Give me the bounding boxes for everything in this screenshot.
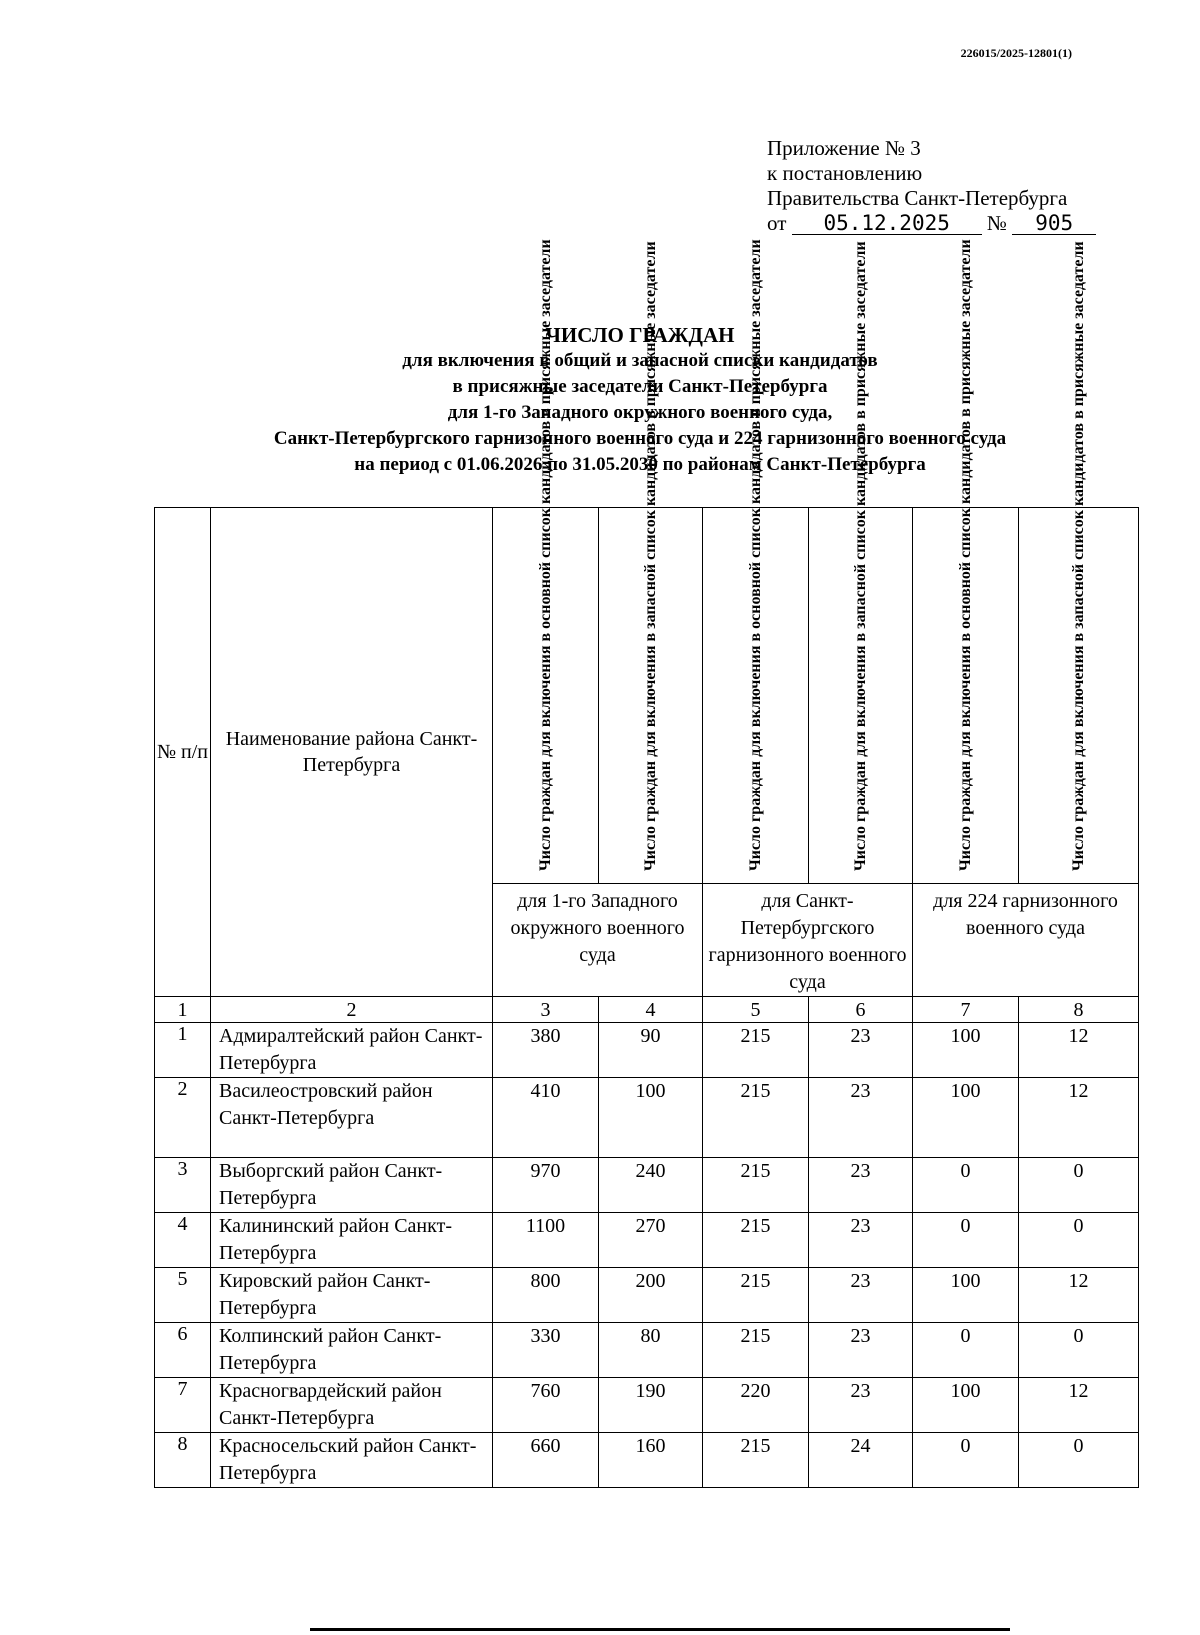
main-list-west-court: 800 bbox=[493, 1268, 599, 1323]
reserve-list-west-court: 80 bbox=[599, 1323, 703, 1378]
district-name: Выборгский район Санкт-Петербурга bbox=[211, 1158, 493, 1213]
title-line-5: на период с 01.06.2026 по 31.05.2030 по районам Санкт-Петербурга bbox=[354, 454, 926, 475]
table-row bbox=[155, 1433, 1139, 1488]
main-list-spb-garrison: 215 bbox=[703, 1268, 809, 1323]
header-col-3-text: Число граждан для включения в основной список кандидатов в присяжные заседатели bbox=[536, 238, 554, 871]
reserve-list-spb-garrison: 23 bbox=[809, 1323, 913, 1378]
table-row bbox=[155, 1378, 1139, 1433]
reserve-list-spb-garrison: 23 bbox=[809, 1023, 913, 1078]
appendix-title: Приложение № 3 bbox=[767, 136, 921, 160]
district-name: Красногвардейский район Санкт-Петербурга bbox=[211, 1378, 493, 1433]
reserve-list-west-court: 240 bbox=[599, 1158, 703, 1213]
from-label: от bbox=[767, 211, 787, 235]
main-list-224-garrison: 100 bbox=[913, 1378, 1019, 1433]
reserve-list-224-garrison: 0 bbox=[1019, 1323, 1139, 1378]
district-name: Кировский район Санкт-Петербурга bbox=[211, 1268, 493, 1323]
appendix-to-resolution: к постановлению bbox=[767, 161, 923, 185]
row-number: 3 bbox=[155, 1158, 211, 1213]
main-list-224-garrison: 0 bbox=[913, 1213, 1019, 1268]
title-line-3: для 1-го Западного окружного военного суда, bbox=[447, 402, 833, 423]
reserve-list-west-court: 270 bbox=[599, 1213, 703, 1268]
reserve-list-224-garrison: 0 bbox=[1019, 1158, 1139, 1213]
main-list-spb-garrison: 215 bbox=[703, 1078, 809, 1158]
table-row bbox=[155, 1323, 1139, 1378]
district-name: Адмиралтейский район Санкт-Петербурга bbox=[211, 1023, 493, 1078]
header-col-6 bbox=[809, 240, 913, 884]
reserve-list-224-garrison: 0 bbox=[1019, 1433, 1139, 1488]
reserve-list-west-court: 90 bbox=[599, 1023, 703, 1078]
header-col-4-text: Число граждан для включения в запасной список кандидатов в присяжные заседатели bbox=[641, 240, 659, 871]
row-number: 4 bbox=[155, 1213, 211, 1268]
main-list-west-court: 970 bbox=[493, 1158, 599, 1213]
group-224-garrison-court: для 224 гарнизонного военного суда bbox=[913, 884, 1139, 997]
header-col-4 bbox=[599, 240, 703, 884]
main-list-spb-garrison: 215 bbox=[703, 1323, 809, 1378]
header-col-7-text: Число граждан для включения в основной список кандидатов в присяжные заседатели bbox=[956, 238, 974, 871]
header-col-3 bbox=[493, 238, 599, 884]
reserve-list-west-court: 160 bbox=[599, 1433, 703, 1488]
main-list-west-court: 380 bbox=[493, 1023, 599, 1078]
appendix-date-number-line bbox=[767, 211, 1147, 236]
main-list-west-court: 660 bbox=[493, 1433, 599, 1488]
column-index: 6 bbox=[809, 997, 913, 1023]
header-col-8-text: Число граждан для включения в запасной список кандидатов в присяжные заседатели bbox=[1069, 240, 1087, 871]
main-list-224-garrison: 100 bbox=[913, 1023, 1019, 1078]
main-list-west-court: 760 bbox=[493, 1378, 599, 1433]
column-index: 7 bbox=[913, 997, 1019, 1023]
reserve-list-224-garrison: 12 bbox=[1019, 1378, 1139, 1433]
header-col-5 bbox=[703, 238, 809, 884]
reserve-list-spb-garrison: 23 bbox=[809, 1268, 913, 1323]
column-index: 5 bbox=[703, 997, 809, 1023]
row-number: 8 bbox=[155, 1433, 211, 1488]
main-list-spb-garrison: 220 bbox=[703, 1378, 809, 1433]
main-list-west-court: 330 bbox=[493, 1323, 599, 1378]
header-district-name: Наименование района Санкт-Петербурга bbox=[211, 508, 493, 997]
main-list-west-court: 410 bbox=[493, 1078, 599, 1158]
row-number: 6 bbox=[155, 1323, 211, 1378]
column-index: 3 bbox=[493, 997, 599, 1023]
reserve-list-spb-garrison: 24 bbox=[809, 1433, 913, 1488]
main-list-224-garrison: 0 bbox=[913, 1158, 1019, 1213]
resolution-number: 905 bbox=[1012, 212, 1096, 235]
district-name: Василеостровский район Санкт-Петербурга bbox=[211, 1078, 493, 1158]
header-col-7 bbox=[913, 238, 1019, 884]
column-index: 1 bbox=[155, 997, 211, 1023]
reserve-list-west-court: 200 bbox=[599, 1268, 703, 1323]
appendix-block bbox=[767, 136, 1147, 236]
document-registration-number: 226015/2025-12801(1) bbox=[960, 46, 1072, 60]
reserve-list-224-garrison: 12 bbox=[1019, 1078, 1139, 1158]
column-index: 2 bbox=[211, 997, 493, 1023]
table-row bbox=[155, 1078, 1139, 1158]
appendix-government: Правительства Санкт-Петербурга bbox=[767, 186, 1068, 210]
main-list-224-garrison: 100 bbox=[913, 1268, 1019, 1323]
reserve-list-224-garrison: 12 bbox=[1019, 1023, 1139, 1078]
header-col-8 bbox=[1019, 240, 1139, 884]
table-row bbox=[155, 1213, 1139, 1268]
main-list-spb-garrison: 215 bbox=[703, 1158, 809, 1213]
main-list-224-garrison: 100 bbox=[913, 1078, 1019, 1158]
header-col-5-text: Число граждан для включения в основной список кандидатов в присяжные заседатели bbox=[746, 238, 764, 871]
column-index: 4 bbox=[599, 997, 703, 1023]
reserve-list-spb-garrison: 23 bbox=[809, 1158, 913, 1213]
reserve-list-west-court: 100 bbox=[599, 1078, 703, 1158]
document-title bbox=[150, 322, 1130, 478]
title-line-4: Санкт-Петербургского гарнизонного военного суда и 224 гарнизонного военного суда bbox=[273, 428, 1007, 449]
main-list-west-court: 1100 bbox=[493, 1213, 599, 1268]
column-index: 8 bbox=[1019, 997, 1139, 1023]
reserve-list-224-garrison: 0 bbox=[1019, 1213, 1139, 1268]
reserve-list-spb-garrison: 23 bbox=[809, 1213, 913, 1268]
district-name: Калининский район Санкт-Петербурга bbox=[211, 1213, 493, 1268]
reserve-list-spb-garrison: 23 bbox=[809, 1078, 913, 1158]
number-label: № bbox=[986, 211, 1007, 235]
reserve-list-spb-garrison: 23 bbox=[809, 1378, 913, 1433]
title-main: ЧИСЛО ГРАЖДАН bbox=[545, 323, 735, 347]
group-spb-garrison-court: для Санкт-Петербургского гарнизонного военного суда bbox=[703, 884, 913, 997]
row-number: 5 bbox=[155, 1268, 211, 1323]
table-row bbox=[155, 1158, 1139, 1213]
main-list-224-garrison: 0 bbox=[913, 1323, 1019, 1378]
title-line-1: для включения в общий и запасной списки кандидатов bbox=[402, 350, 878, 371]
table-row bbox=[155, 1023, 1139, 1078]
bottom-divider bbox=[310, 1628, 1010, 1631]
group-west-district-court: для 1-го Западного окружного военного суда bbox=[493, 884, 703, 997]
reserve-list-224-garrison: 12 bbox=[1019, 1268, 1139, 1323]
column-index-row bbox=[155, 997, 1139, 1023]
row-number: 2 bbox=[155, 1078, 211, 1158]
row-number: 7 bbox=[155, 1378, 211, 1433]
header-number: № п/п bbox=[155, 508, 211, 997]
reserve-list-west-court: 190 bbox=[599, 1378, 703, 1433]
header-col-6-text: Число граждан для включения в запасной список кандидатов в присяжные заседатели bbox=[851, 240, 869, 871]
main-list-spb-garrison: 215 bbox=[703, 1213, 809, 1268]
main-list-spb-garrison: 215 bbox=[703, 1023, 809, 1078]
district-name: Колпинский район Санкт-Петербурга bbox=[211, 1323, 493, 1378]
district-name: Красносельский район Санкт-Петербурга bbox=[211, 1433, 493, 1488]
main-list-224-garrison: 0 bbox=[913, 1433, 1019, 1488]
title-line-2: в присяжные заседатели Санкт-Петербурга bbox=[452, 376, 828, 397]
row-number: 1 bbox=[155, 1023, 211, 1078]
table-row bbox=[155, 1268, 1139, 1323]
resolution-date: 05.12.2025 bbox=[792, 212, 982, 235]
main-list-spb-garrison: 215 bbox=[703, 1433, 809, 1488]
